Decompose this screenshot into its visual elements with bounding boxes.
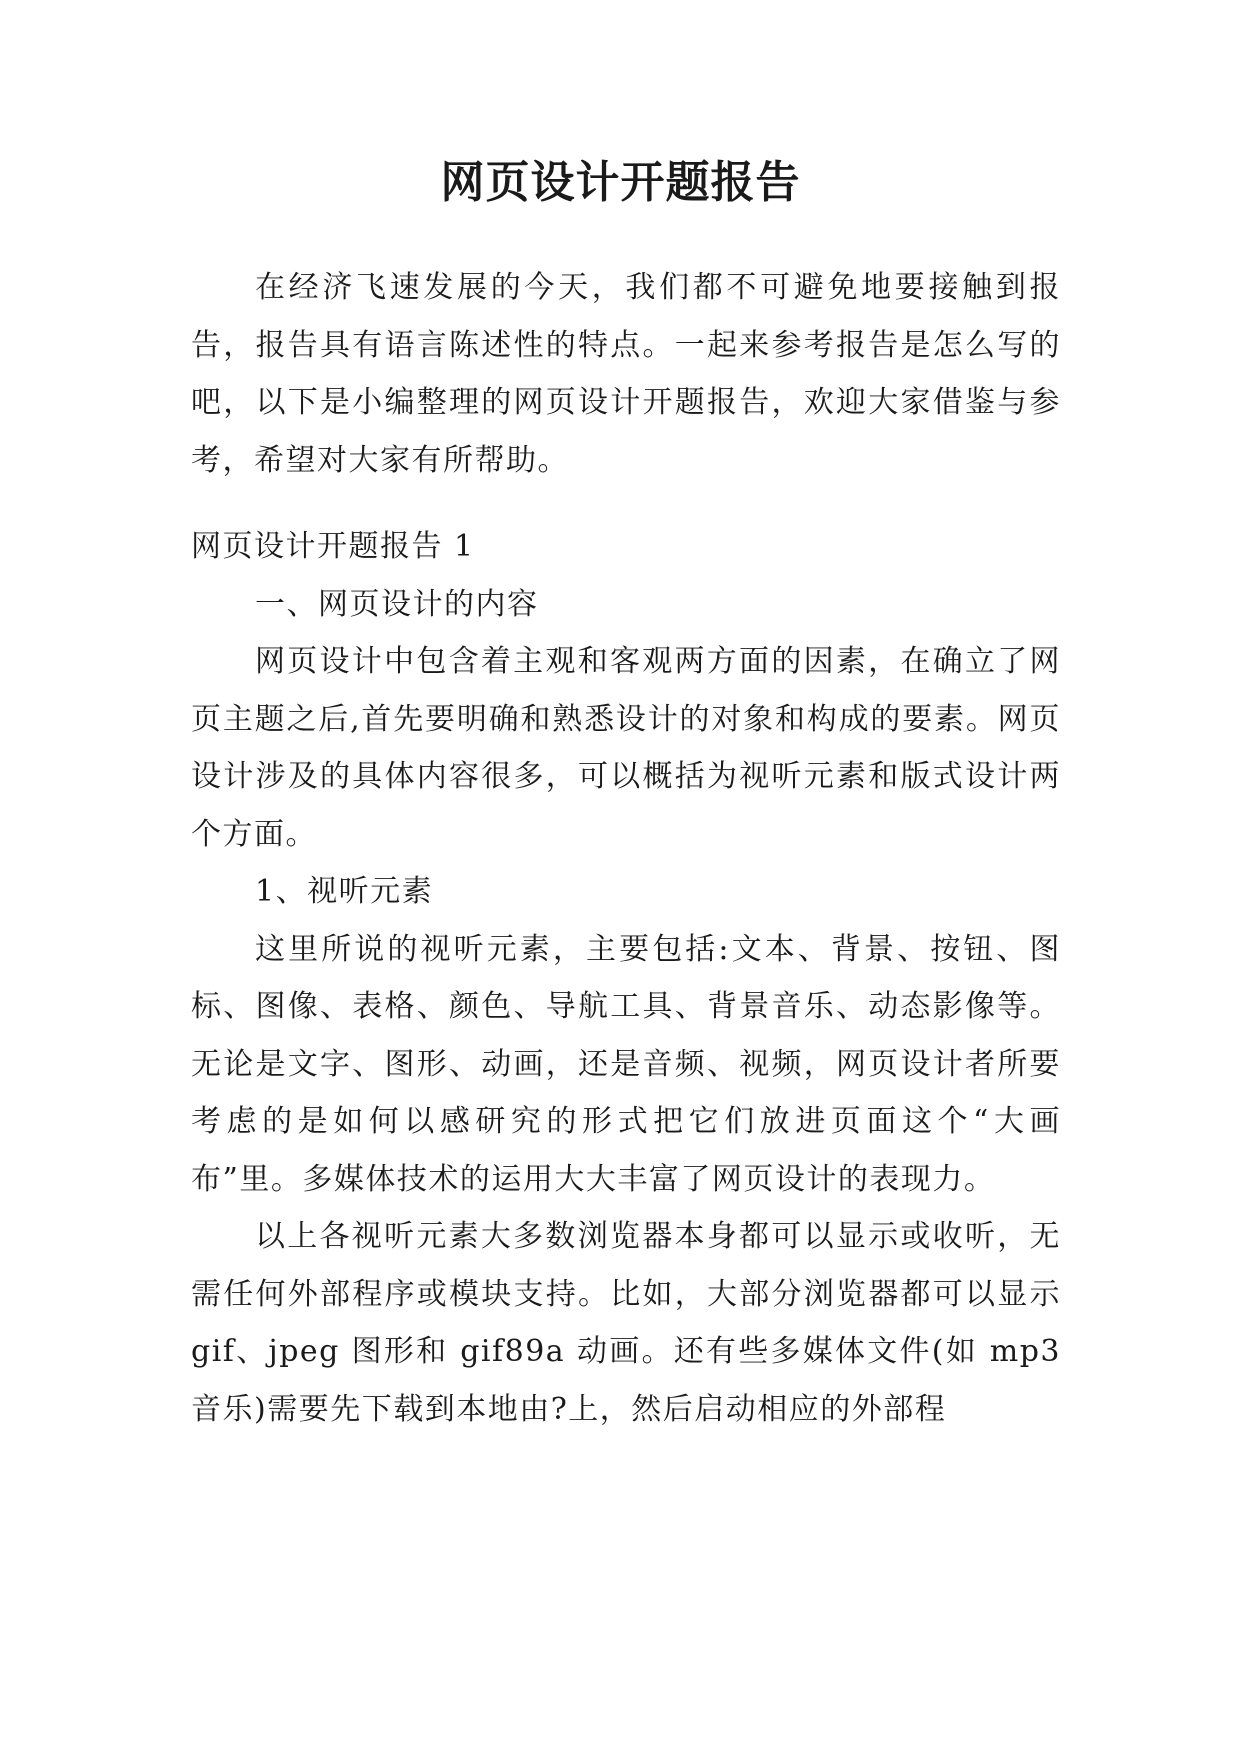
paragraph-audiovisual-elements: 这里所说的视听元素，主要包括:文本、背景、按钮、图标、图像、表格、颜色、导航工具、背景音乐、动态影像等。无论是文字、图形、动画，还是音频、视频，网页设计者所要考虑的是如何以感研究的形式把它们放进页面这个“大画布”里。多媒体技术的运用大大丰富了网页设计的表现力。	[191, 931, 1061, 1197]
intro-block	[191, 259, 1061, 489]
paragraph-content-intro: 网页设计中包含着主观和客观两方面的因素，在确立了网页主题之后,首先要明确和熟悉设计的对象和构成的要素。网页设计涉及的具体内容很多，可以概括为视听元素和版式设计两个方面。	[191, 644, 1061, 852]
paragraph-browser-support: 以上各视听元素大多数浏览器本身都可以显示或收听，无需任何外部程序或模块支持。比如，大部分浏览器都可以显示 gif、jpeg 图形和 gif89a 动画。还有些多媒体文件(如 mp3 音乐)需要先下载到本地由?上，然后启动相应的外部程	[191, 1219, 1061, 1427]
main-content	[191, 518, 1061, 1438]
document-title: 网页设计开题报告	[440, 157, 801, 208]
subheading-content: 一、网页设计的内容	[255, 586, 539, 622]
intro-paragraph: 在经济飞速发展的今天，我们都不可避免地要接触到报告，报告具有语言陈述性的特点。一起来参考报告是怎么写的吧，以下是小编整理的网页设计开题报告，欢迎大家借鉴与参考，希望对大家有所帮助。	[191, 270, 1061, 478]
section-heading: 网页设计开题报告 1	[191, 529, 475, 564]
subheading-audiovisual: 1、视听元素	[255, 874, 434, 909]
